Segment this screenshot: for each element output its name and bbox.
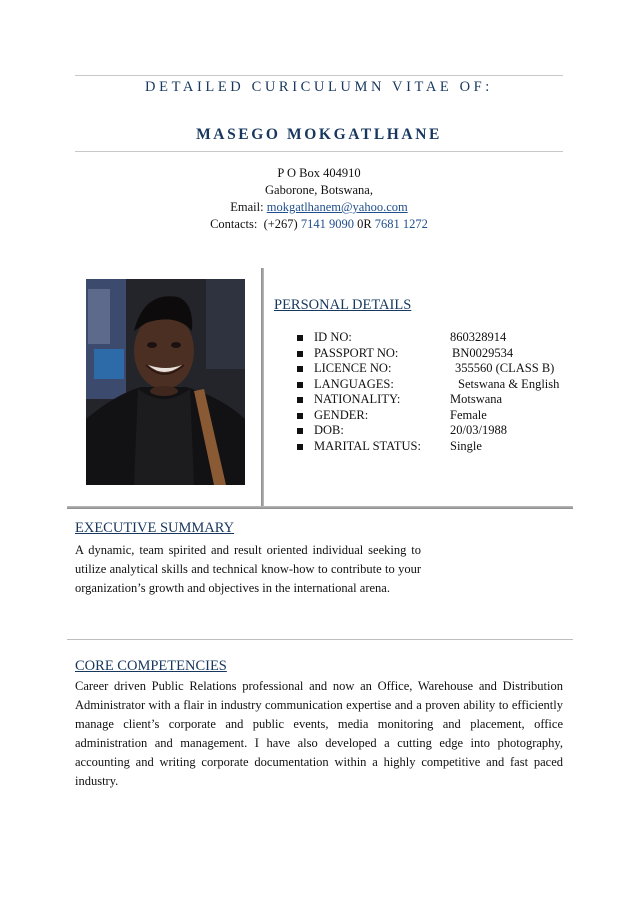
square-bullet-icon	[297, 366, 303, 372]
executive-summary-title: EXECUTIVE SUMMARY	[75, 520, 235, 536]
vertical-divider	[261, 268, 264, 507]
email-label: Email:	[230, 200, 264, 214]
square-bullet-icon	[297, 351, 303, 357]
detail-label: NATIONALITY:	[314, 392, 401, 406]
detail-label: LANGUAGES:	[314, 376, 394, 391]
square-bullet-icon	[297, 397, 303, 403]
square-bullet-icon	[297, 428, 303, 434]
country-code: (+267)	[263, 217, 298, 231]
detail-value: Motswana	[450, 392, 503, 406]
detail-label: GENDER:	[314, 407, 369, 422]
phone-2[interactable]: 7681 1272	[374, 217, 428, 231]
horizontal-divider	[67, 506, 573, 509]
city: Gaborone, Botswana,	[265, 183, 373, 197]
email-line	[75, 199, 563, 216]
contact-block	[75, 165, 563, 233]
phone-1[interactable]: 7141 9090	[300, 217, 354, 231]
detail-value: 355560 (CLASS B)	[455, 361, 555, 375]
candidate-name: MASEGO MOKGATLHANE	[196, 126, 442, 143]
email-link[interactable]: mokgatlhanem@yahoo.com	[266, 200, 408, 214]
po-box: P O Box 404910	[277, 166, 361, 180]
detail-value: Female	[450, 407, 487, 422]
profile-photo	[86, 279, 245, 485]
top-rule	[75, 75, 563, 76]
contacts-label: Contacts:	[210, 217, 258, 231]
detail-label: MARITAL STATUS:	[314, 438, 421, 453]
name-rule	[75, 151, 563, 152]
square-bullet-icon	[297, 335, 303, 341]
executive-summary-text: A dynamic, team spirited and result oriented individual seeking to utilize analytical skills and technical know-how to contribute to your organization’s growth and objectives in the international arena.	[75, 543, 421, 595]
detail-label: PASSPORT NO:	[314, 345, 399, 360]
profile-photo-illustration	[86, 279, 245, 485]
detail-value: 20/03/1988	[450, 423, 507, 437]
or-separator: 0R	[357, 217, 372, 231]
detail-value: Setswana & English	[458, 376, 560, 391]
detail-value: BN0029534	[452, 345, 514, 360]
detail-label: LICENCE NO:	[314, 361, 392, 375]
detail-label: DOB:	[314, 423, 344, 437]
square-bullet-icon	[297, 444, 303, 450]
square-bullet-icon	[297, 413, 303, 419]
core-competencies-text: Career driven Public Relations professional and now an Office, Warehouse and Distribution Administrator with a flair in industry communication expertise and a proven ability to efficiently manage client’s corporate and public events, media monitoring and placement, office administration and management. I have also developed a cutting edge into photography, accounting and writing corporate documentation within a highly competitive and fast paced industry.	[75, 679, 563, 788]
section-rule	[67, 639, 573, 640]
core-competencies-title: CORE COMPETENCIES	[75, 658, 227, 674]
detail-value: Single	[450, 438, 482, 453]
contacts-line	[75, 216, 563, 233]
document-title: DETAILED CURICULUMN VITAE OF:	[145, 79, 493, 95]
detail-label: ID NO:	[314, 330, 352, 344]
personal-details-title: PERSONAL DETAILS	[274, 297, 412, 313]
square-bullet-icon	[297, 382, 303, 388]
detail-value: 860328914	[450, 330, 507, 344]
